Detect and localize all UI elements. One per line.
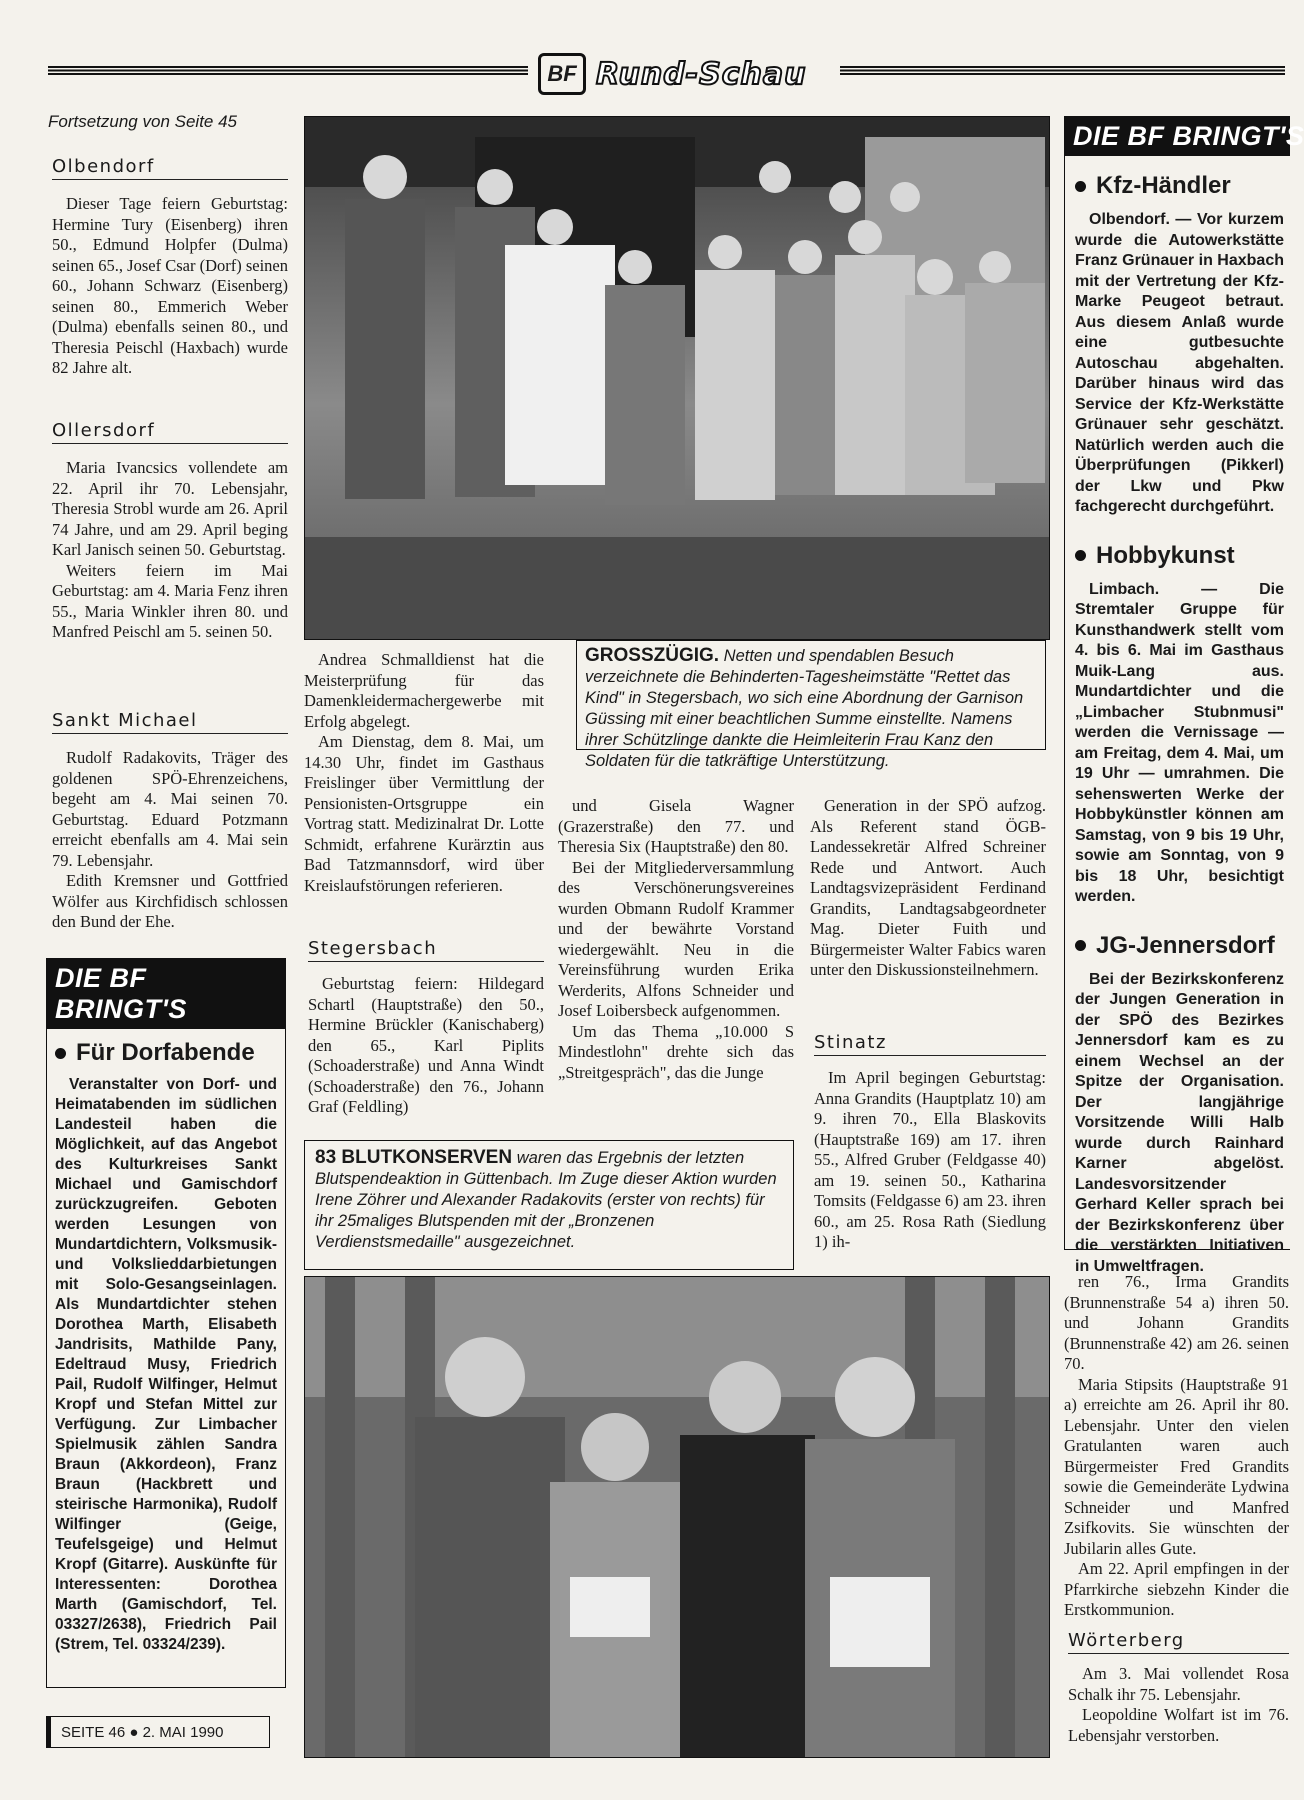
text-stinatz: Im April begingen Geburtstag: Anna Grandits (Hauptplatz 10) am 9. ihren 70., Ella Blaskovits (Hauptstraße 169) am 17. ihren 55., Alfred Gruber (Feldgasse 40) am 19. seinen 50., Katharina Tomsits (Feldgasse 6) am 23. ihren 60., am 25. Rosa Rath (Siedlung 1) ih- [814,1068,1046,1251]
masthead-rule-right [840,66,1285,75]
bullet-icon [55,1048,66,1059]
bullet-icon [1075,181,1086,192]
column-2-text: Andrea Schmalldienst hat die Meisterprüfung für das Damenkleidermachergewerbe mit Erfolg abgelegt. Am Dienstag, dem 8. Mai, um 14.30 Uhr, findet im Gasthaus Freislinger über Vermittlung der Pensionisten-Ortsgruppe ein Vortrag statt. Medizinalrat Dr. Lotte Schmidt, erfahrene Kurärztin aus Bad Tatzmannsdorf, wird über Kreislaufstörungen referieren. [304,650,544,895]
page-footer: SEITE 46 ● 2. MAI 1990 [46,1716,270,1748]
box-heading-hobbykunst: Hobbykunst [1075,542,1284,570]
column-4-text: Generation in der SPÖ aufzog. Als Referent stand ÖGB-Landessekretär Alfred Schreiner Rede und Antwort. Auch Landtagsvizepräsident Ferdinand Grandits, Landtagsabgeordneter Mag. Dieter Fuith und Bürgermeister Walter Fabics waren unter den Diskussionsteilnehmern. [810,796,1046,979]
caption-text-blutkonserven: waren das Ergebnis der letzten Blutspendeaktion in Güttenbach. Im Zuge dieser Aktion wurden Irene Zöhrer und Alexander Radakovits (erster von rechts) für ihr 25maliges Blutspenden mit der „Bronzenen Verdienstsmedaille" ausgezeichnet. [315,1149,777,1251]
box-heading-dorfabende: Für Dorfabende [55,1039,277,1067]
bullet-icon [1075,940,1086,951]
section-woerterberg [1068,1630,1289,1746]
text-woerterberg: Am 3. Mai vollendet Rosa Schalk ihr 75. Lebensjahr. Leopoldine Wolfart ist im 76. Lebensjahr verstorben. [1068,1664,1289,1745]
text-ollersdorf: Maria Ivancsics vollendete am 22. April ihr 70. Lebensjahr, Theresia Strobl wurde am 26. April 74 Jahre, und am 29. April beging Karl Janisch seinen 50. Geburtstag. Weiters feiern im Mai Geburtstag: am 4. Maria Fenz ihren 55., Maria Winkler ihren 80. und Manfred Peischl am 5. seinen 50. [52,458,288,641]
caption-text-grosszuegig: Netten und spendablen Besuch verzeichnete die Behinderten-Tagesheimstätte "Rettet das Kind" in Stegersbach, wo sich eine Abordnung der Garnison Güssing mit einer beachtlichen Summe einstellte. Namens ihrer Schützlinge dankte die Heimleiterin Frau Kanz den Soldaten für die tatkräftige Unterstützung. [585,647,1024,770]
box-text-hobbykunst: Limbach. — Die Stremtaler Gruppe für Kunsthandwerk stellt vom 4. bis 6. Mai im Gasthaus Muik-Lang aus. Mundartdichter und die „Limbacher Stubnmusi" werden die Vernissage — am Freitag, dem 4. Mai, um 19 Uhr — umrahmen. Die sehenswerten Werke der Hobbykünstler können am Samstag, von 9 bis 19 Uhr, sowie am Sonntag, von 9 bis 18 Uhr, besichtigt werden. [1075,580,1284,905]
section-title: Rund-Schau [596,56,807,92]
box-text-kfz: Olbendorf. — Vor kurzem wurde die Autowerkstätte Franz Grünauer in Haxbach mit der Vertretung der Kfz-Marke Peugeot betraut. Aus diesem Anlaß wurde eine gutbesuchte Autoschau abgehalten. Darüber hinaus wird das Service der Kfz-Werkstätte Grünauer sehr geschätzt. Natürlich werden auch die Überprüfungen (Pikkerl) der Lkw und Pkw fachgerecht durchgeführt. [1075,211,1284,515]
heading-stinatz: Stinatz [814,1032,1046,1056]
caption-lead-grosszuegig: GROSSZÜGIG. [585,645,720,666]
masthead-rule-left [48,66,528,75]
heading-sankt-michael: Sankt Michael [52,710,288,734]
bf-bringts-box-right [1064,116,1304,1275]
caption-lead-blutkonserven: 83 BLUTKONSERVEN [315,1147,513,1168]
continuation-note: Fortsetzung von Seite 45 [48,112,238,131]
section-sankt-michael [52,710,288,933]
section-ollersdorf [52,420,288,643]
caption-grosszuegig [576,640,1046,770]
photo-group-stegersbach [304,116,1050,640]
box-heading-jg-jennersdorf: JG-Jennersdorf [1075,932,1284,960]
bf-logo: BF [538,53,586,95]
photo-blood-donors [304,1276,1050,1758]
masthead [538,52,828,96]
section-olbendorf [52,156,288,379]
column-5-text: ren 76., Irma Grandits (Brunnenstraße 54 a) ihren 50. und Johann Grandits (Brunnenstraße 42) am 26. seinen 70. Maria Stipsits (Hauptstraße 91 a) erreichte am 26. April ihr 80. Lebensjahr. Unter den vielen Gratulanten waren auch Bürgermeister Fred Grandits sowie die Gemeinderäte Lydwina Schneider und Manfred Zsifkovits. Sie wünschten der Jubilarin alles Gute. Am 22. April empfingen in der Pfarrkirche siebzehn Kinder die Erstkommunion. [1064,1272,1289,1619]
box-text-dorfabende: Veranstalter von Dorf- und Heimatabenden im südlichen Landesteil haben die Möglichkeit, auf das Angebot des Kulturkreises Sankt Michael und Gamischdorf zurückzugreifen. Geboten werden Lesungen von Mundartdichtern, Volksmusik- und Volkslieddarbietungen mit Solo-Gesangseinlagen. Als Mundartdichter stehen Dorothea Marth, Elisabeth Jandrisits, Mathilde Pany, Edeltraud Musy, Friedrich Pail, Rudolf Wilfinger, Helmut Kropf und Stefan Mittel zur Verfügung. Zur Limbacher Spielmusik zählen Sandra Braun (Akkordeon), Franz Braun (Hackbrett und steirische Harmonika), Rudolf Wilfinger (Geige, Teufelsgeige) und Helmut Kropf (Gitarre). Auskünfte für Interessenten: Dorothea Marth (Gamischdorf, Tel. 03327/2638), Friedrich Pail (Strem, Tel. 03324/239). [55,1076,277,1653]
text-olbendorf: Dieser Tage feiern Geburtstag: Hermine Tury (Eisenberg) ihren 50., Edmund Holpfer (Dulma) seinen 65., Josef Csar (Dorf) seinen 60., Johann Schwarz (Eisenberg) seinen 80., Emmerich Weber (Dulma) ebenfalls seinen 80., und Theresia Peischl (Haxbach) wurde 82 Jahre alt. [52,194,288,377]
photo-group-image [305,117,1049,639]
box-title-left: DIE BF BRINGT'S [47,959,285,1029]
caption-blutkonserven [304,1140,794,1270]
bullet-icon [1075,550,1086,561]
heading-ollersdorf: Ollersdorf [52,420,288,444]
section-stegersbach [308,938,544,1118]
heading-olbendorf: Olbendorf [52,156,288,180]
text-sankt-michael: Rudolf Radakovits, Träger des goldenen SPÖ-Ehrenzeichens, begeht am 4. Mai seinen 70. Geburtstag. Eduard Potzmann erreicht ebenfalls am 4. Mai sein 79. Lebensjahr. Edith Kremsner und Gottfried Wölfer aus Kirchfidisch schlossen den Bund der Ehe. [52,748,288,931]
bf-bringts-box-left [46,958,286,1688]
column-3-text: und Gisela Wagner (Grazerstraße) den 77. und Theresia Six (Hauptstraße) den 80. Bei der Mitgliederversammlung des Verschönerungsvereines wurden Obmann Rudolf Krammer und der bewährte Vorstand wiedergewählt. Neu in die Vereinsführung wurden Erika Werderits, Alfons Schneider und Josef Loibersbeck aufgenommen. Um das Thema „10.000 S Mindestlohn" drehte sich das „Streitgespräch", das die Junge [558,796,794,1082]
box-title-right: DIE BF BRINGT'S [1065,117,1290,156]
heading-woerterberg: Wörterberg [1068,1630,1289,1654]
box-heading-kfz: Kfz-Händler [1075,172,1284,200]
section-stinatz [814,1032,1046,1253]
photo-blood-donors-image [305,1277,1049,1757]
heading-stegersbach: Stegersbach [308,938,544,962]
text-stegersbach: Geburtstag feiern: Hildegard Schartl (Hauptstraße) den 50., Hermine Brückler (Kanischaberg) den 65., Karl Piplits (Schoaderstraße) und Anna Windt (Schoaderstraße) den 76., Johann Graf (Feldling) [308,974,544,1116]
box-text-jg-jennersdorf: Bei der Bezirkskonferenz der Jungen Generation in der SPÖ des Bezirkes Jennersdorf kam es zu einem Wechsel an der Spitze der Organisation. Der langjährige Vorsitzende Willi Halb wurde durch Rainhard Karner abgelöst. Landesvorsitzender Gerhard Keller sprach bei der Bezirkskonferenz über die verstärkten Initiativen in Umweltfragen. [1075,970,1284,1275]
